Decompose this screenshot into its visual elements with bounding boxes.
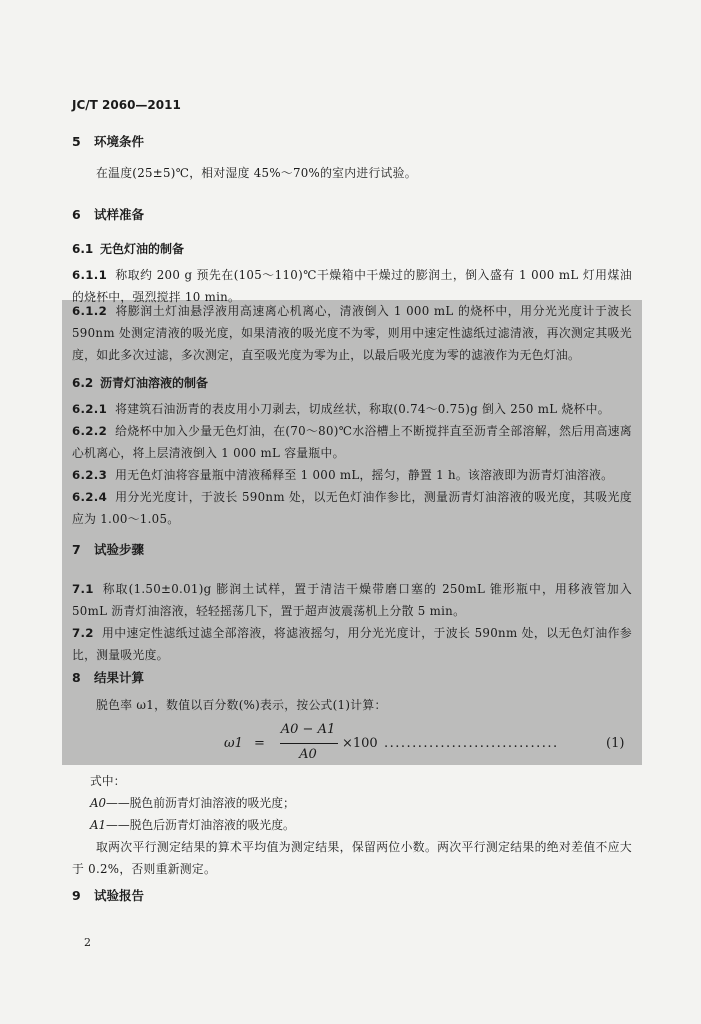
section-title: 试验报告 <box>94 888 145 903</box>
section-5-heading <box>72 132 144 150</box>
clause-number: 6.2.3 <box>72 468 108 482</box>
formula-lhs: ω1 <box>224 736 243 751</box>
standard-code-header: JC/T 2060—2011 <box>72 98 181 112</box>
section-title: 试验步骤 <box>94 542 145 557</box>
clause-number: 7.2 <box>72 626 94 640</box>
formula-numerator: A0 − A1 <box>280 722 336 737</box>
where-label: 式中： <box>90 774 126 788</box>
section-number: 6.2 <box>72 376 94 390</box>
section-6-1-heading <box>72 240 184 257</box>
section-9-heading <box>72 886 144 904</box>
clause-text: 将膨润土灯油悬浮液用高速离心机离心，清液倒入 1 000 mL 的烧杯中，用分光光度计于波长 590nm 处测定清液的吸光度，如果清液的吸光度不为零，则用中速定性滤纸过滤清液，再次测定其吸光度，如此多次过滤，多次测定，直至吸光度为零为止，以最后吸光度为零的滤液作为无色灯油。 <box>72 304 632 362</box>
formula-definitions <box>90 770 295 836</box>
section-title: 沥青灯油溶液的制备 <box>100 376 209 390</box>
paragraph-7-2 <box>72 622 632 666</box>
section-6-heading <box>72 205 144 223</box>
formula-multiplier: ×100 <box>342 736 378 751</box>
definition-text: ——脱色后沥青灯油溶液的吸光度。 <box>106 818 295 832</box>
paragraph-6-2-4 <box>72 486 632 530</box>
paragraph-6-2-2 <box>72 420 632 464</box>
section-7-heading <box>72 540 144 558</box>
clause-text: 用分光光度计，于波长 590nm 处，以无色灯油作参比，测量沥青灯油溶液的吸光度，其吸光度应为 1.00～1.05。 <box>72 490 632 526</box>
section-number: 5 <box>72 134 81 149</box>
formula-denominator: A0 <box>299 747 317 762</box>
section-title: 无色灯油的制备 <box>100 242 185 256</box>
paragraph-6-1-2 <box>72 300 632 366</box>
definition-text: ——脱色前沥青灯油溶液的吸光度； <box>106 796 295 810</box>
clause-text: 用无色灯油将容量瓶中清液稀释至 1 000 mL，摇匀，静置 1 h。该溶液即为沥青灯油溶液。 <box>115 468 614 482</box>
clause-text: 称取约 200 g 预先在(105～110)℃干燥箱中干燥过的膨润土，倒入盛有 1 000 mL 灯用煤油的烧杯中，强烈搅拌 10 min。 <box>72 268 632 304</box>
clause-number: 6.1.2 <box>72 304 108 318</box>
clause-text: 称取(1.50±0.01)g 膨润土试样，置于清洁干燥带磨口塞的 250mL 锥形瓶中，用移液管加入 50mL 沥青灯油溶液，轻轻摇荡几下，置于超声波震荡机上分散 5 min。 <box>72 582 632 618</box>
section-number: 6 <box>72 207 81 222</box>
section-title: 结果计算 <box>94 670 145 685</box>
section-title: 环境条件 <box>94 134 145 149</box>
page-number: 2 <box>84 936 91 949</box>
section-number: 9 <box>72 888 81 903</box>
section-6-2-heading <box>72 374 208 391</box>
clause-number: 7.1 <box>72 582 94 596</box>
paragraph-6-2-1 <box>72 398 632 420</box>
section-number: 7 <box>72 542 81 557</box>
section-5-text: 在温度(25±5)℃，相对湿度 45%～70%的室内进行试验。 <box>96 166 417 180</box>
paragraph-6-2-3 <box>72 464 632 486</box>
formula-number: (1) <box>606 736 625 751</box>
result-rule-text: 取两次平行测定结果的算术平均值为测定结果，保留两位小数。两次平行测定结果的绝对差值不应大于 0.2%，否则重新测定。 <box>72 840 632 876</box>
section-title: 试样准备 <box>94 207 145 222</box>
section-8-text: 脱色率 ω1，数值以百分数(%)表示，按公式(1)计算： <box>96 698 387 712</box>
clause-text: 给烧杯中加入少量无色灯油，在(70～80)℃水浴槽上不断搅拌直至沥青全部溶解，然后用高速离心机离心，将上层清液倒入 1 000 mL 容量瓶中。 <box>72 424 632 460</box>
symbol-a0: A0 <box>90 796 107 810</box>
fraction-bar <box>280 743 338 744</box>
definition-a1 <box>90 814 295 836</box>
section-number: 8 <box>72 670 81 685</box>
clause-number: 6.1.1 <box>72 268 108 282</box>
clause-text: 用中速定性滤纸过滤全部溶液，将滤液摇匀，用分光光度计，于波长 590nm 处，以无色灯油作参比，测量吸光度。 <box>72 626 632 662</box>
formula-leader-dots: ............................... <box>384 736 559 751</box>
definition-a0 <box>90 792 295 814</box>
formula-equals: = <box>254 736 265 751</box>
section-number: 6.1 <box>72 242 94 256</box>
symbol-a1: A1 <box>90 818 107 832</box>
decolorization-formula <box>224 722 634 772</box>
section-8-heading <box>72 668 144 686</box>
clause-number: 6.2.4 <box>72 490 108 504</box>
clause-number: 6.2.2 <box>72 424 108 438</box>
paragraph-7-1 <box>72 578 632 622</box>
clause-text: 将建筑石油沥青的表皮用小刀剥去，切成丝状，称取(0.74～0.75)g 倒入 250 mL 烧杯中。 <box>115 402 610 416</box>
clause-number: 6.2.1 <box>72 402 108 416</box>
